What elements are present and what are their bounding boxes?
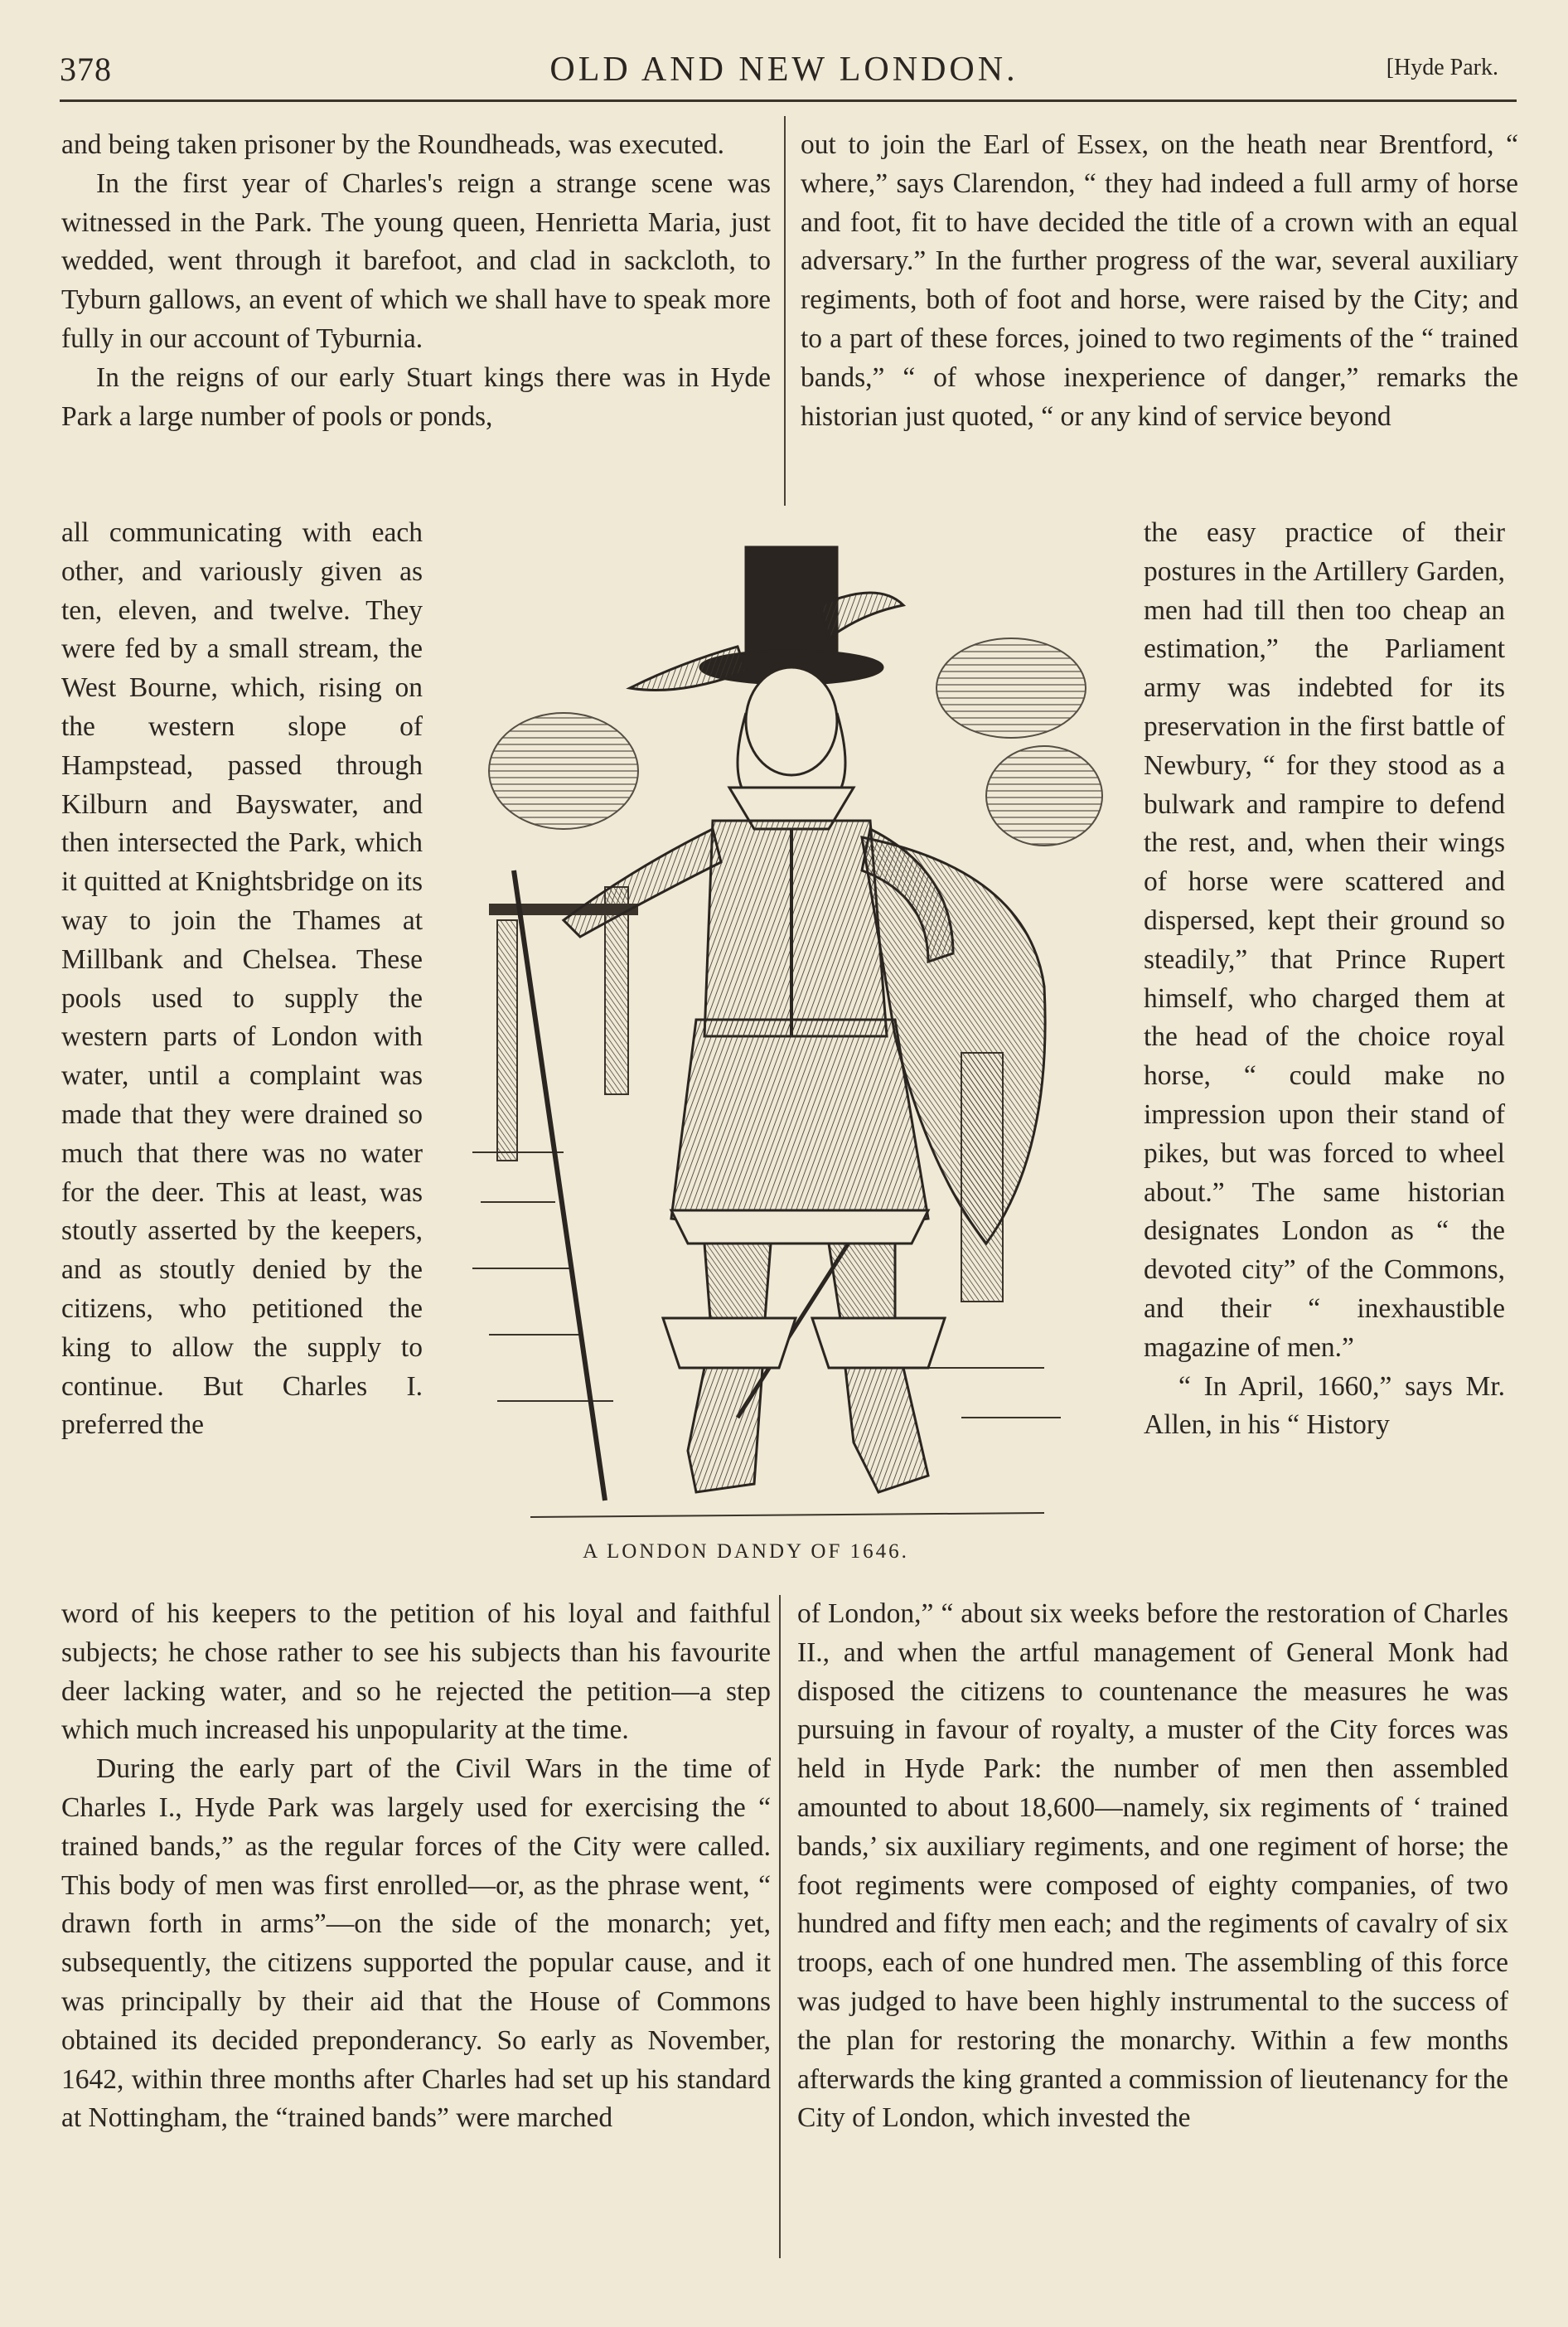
left-column-bottom [61, 1595, 771, 2138]
paragraph: During the early part of the Civil Wars in the time of Charles I., Hyde Park was largely used for exercising the “ trained bands,” as the regular forces of the City were called. This body of men was first enrolled—or, as the phrase went, “ drawn forth in arms”—on the side of the monarch; yet, subsequently, the citizens supported the popular cause, and it was principally by their aid that the House of Commons obtained its decided preponderancy. So early as November, 1642, within three months after Charles had set up his standard at Nottingham, the “trained bands” were marched [61, 1753, 771, 2134]
left-column-top [61, 126, 771, 436]
paragraph: word of his keepers to the petition of his loyal and faithful subjects; he chose rather to see his subjects than his favourite deer lacking water, and so he rejected the petition—a step which much increased his unpopularity at the time. [61, 1598, 771, 1746]
walking-cane [514, 870, 605, 1500]
paragraph: out to join the Earl of Essex, on the heath near Brentford, “ where,” says Clarendon, “ they had indeed a full army of horse and foot, fit to have decided the title of a crown with an equal adversary.” In the further progress of the war, several auxiliary regiments, both of foot and horse, were raised by the City; and to a part of these forces, joined to two regiments of the “ trained bands,” “ of whose inexperience of danger,” remarks the historian just quoted, “ or any kind of service beyond [801, 129, 1518, 432]
paragraph: of London,” “ about six weeks before the restoration of Charles II., and when the artful management of General Monk had disposed the citizens to countenance the measures he was pursuing in favour of royalty, a muster of the City forces was held in Hyde Park: the number of men then assembled amounted to about 18,600—namely, six regiments of ‘ trained bands,’ six auxiliary regiments, and one regiment of horse; the foot regiments were composed of eighty companies, of two hundred and fifty men each; and the regiments of cavalry of six troops, each of one hundred men. The assembling of this force was judged to have been highly instrumental to the success of the plan for restoring the monarchy. Within a few months afterwards the king granted a commission of lieutenancy for the City of London, which invested the [797, 1598, 1508, 2134]
paragraph: all communicating with each other, and variously given as ten, eleven, and twelve. They were fed by a small stream, the West Bourne, which, rising on the western slope of Hampstead, passed through Kilburn and Bayswater, and then intersected the Park, which it quitted at Knightsbridge on its way to join the Thames at Millbank and Chelsea. These pools used to supply the western parts of London with water, until a complaint was made that they were drained so much that there was no water for the deer. This at least, was stoutly asserted by the keepers, and as stoutly denied by the citizens, who petitioned the king to allow the supply to continue. But Charles I. preferred the [61, 517, 423, 1441]
page-number: 378 [60, 51, 112, 88]
paragraph: and being taken prisoner by the Roundheads, was executed. [61, 129, 725, 160]
section-tag: [Hyde Park. [1386, 55, 1498, 80]
running-title: OLD AND NEW LONDON. [549, 51, 1019, 89]
paragraph: In the reigns of our early Stuart kings there was in Hyde Park a large number of pools or ponds, [61, 361, 771, 432]
right-column-bottom [797, 1595, 1508, 2138]
paragraph: the easy practice of their postures in the Artillery Garden, men had till then too cheap an estimation,” the Parliament army was indebted for its preservation in the first battle of Newbury, “ for they stood as a bulwark and rampire to defend the rest, and, when their wings of horse were scattered and dispersed, kept their ground so steadily,” that Prince Rupert himself, who charged them at the head of the choice royal horse, “ could make no impression upon their stand of pikes, but was forced to wheel about.” The same historian designates London as “ the devoted city” of the Commons, and their “ inexhaustible magazine of men.” [1144, 517, 1505, 1363]
paragraph: In the first year of Charles's reign a strange scene was witnessed in the Park. The young queen, Henrietta Maria, just wedded, went through it barefoot, and clad in sackcloth, to Tyburn gallows, an event of which we shall have to speak more fully in our account of Tyburnia. [61, 167, 771, 354]
column-divider [779, 1595, 781, 2258]
paragraph: “ In April, 1660,” says Mr. Allen, in his “ History [1144, 1370, 1505, 1441]
figure-caption: A LONDON DANDY OF 1646. [583, 1540, 909, 1563]
left-column-beside-figure [61, 514, 423, 1445]
right-column-top [801, 126, 1518, 436]
engraving-london-dandy [464, 522, 1111, 1534]
column-divider [784, 116, 786, 506]
right-column-beside-figure [1144, 514, 1505, 1445]
header-rule [60, 99, 1517, 102]
engraving-illustration [464, 522, 1111, 1534]
